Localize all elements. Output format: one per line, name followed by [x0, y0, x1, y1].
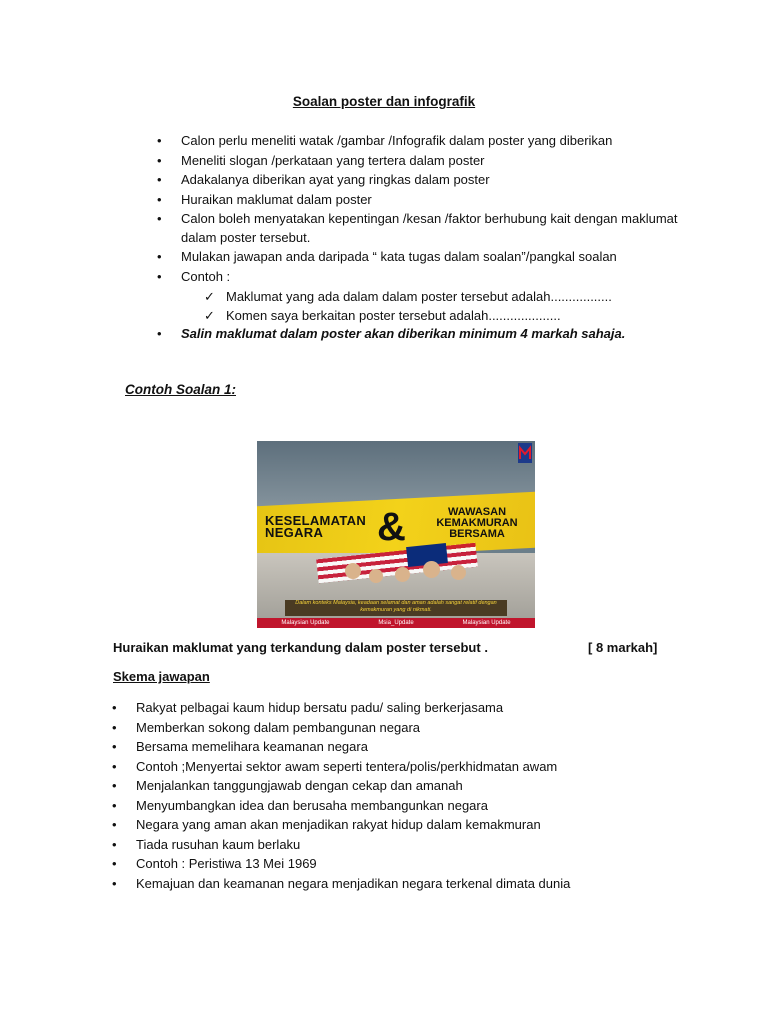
list-item: • Mulakan jawapan anda daripada “ kata tugas dalam soalan”/pangkal soalan	[157, 249, 617, 264]
list-item: • Adakalanya diberikan ayat yang ringkas dalam poster	[157, 172, 490, 187]
poster-slogan-left: KESELAMATAN NEGARA	[265, 513, 367, 540]
note-text: Salin maklumat dalam poster akan diberikan minimum 4 markah sahaja.	[181, 326, 626, 341]
list-item: • Negara yang aman akan menjadikan rakyat hidup dalam kemakmuran	[112, 817, 541, 832]
example-list	[204, 287, 666, 325]
poster-image	[257, 441, 535, 628]
list-item: ✓ Maklumat yang ada dalam dalam poster tersebut adalah.................	[204, 289, 612, 304]
question-marks: [ 8 markah]	[588, 640, 658, 655]
list-item: • Contoh :	[157, 268, 231, 284]
list-item: • Tiada rusuhan kaum berlaku	[112, 836, 301, 852]
list-item: • Kemajuan dan keamanan negara menjadikan negara terkenal dimata dunia	[112, 875, 571, 891]
logo-icon	[518, 443, 532, 463]
page-title: Soalan poster dan infografik	[292, 94, 476, 109]
answer-heading: Skema jawapan	[113, 669, 210, 684]
poster-caption: Dalam konteks Malaysia, keadaan selamat dan aman adalah sangat relatif dengan kemakmuran yang di nikmati.	[285, 600, 507, 616]
list-item: ✓ Komen saya berkaitan poster tersebut adalah....................	[204, 308, 561, 323]
list-item: • Memberkan sokong dalam pembangunan negara	[112, 719, 421, 735]
poster-slogan-right: WAWASAN KEMAKMURAN BERSAMA	[436, 506, 518, 540]
list-item: • Rakyat pelbagai kaum hidup bersatu padu/ saling berkerjasama	[112, 700, 504, 715]
poster-ampersand: &	[377, 505, 406, 549]
check-icon: ✓	[204, 308, 215, 323]
list-item: • Meneliti slogan /perkataan yang tertera dalam poster	[157, 152, 485, 168]
list-item: • Calon boleh menyatakan kepentingan /kesan /faktor berhubung kait dengan maklumat dalam poster tersebut.	[157, 211, 678, 245]
list-item: • Menjalankan tanggungjawab dengan cekap dan amanah	[112, 778, 463, 793]
poster-footer: Malaysian Update Msia_Update Malaysian Update	[257, 618, 535, 628]
list-item: • Bersama memelihara keamanan negara	[112, 739, 368, 754]
example-heading: Contoh Soalan 1:	[125, 382, 236, 397]
list-item: • Salin maklumat dalam poster akan diberikan minimum 4 markah sahaja.	[157, 326, 626, 341]
list-item: • Menyumbangkan idea dan berusaha membangunkan negara	[112, 797, 488, 813]
question-text: Huraikan maklumat yang terkandung dalam poster tersebut .	[113, 640, 488, 655]
note-list	[157, 324, 701, 344]
list-item: • Contoh ;Menyertai sektor awam seperti tentera/polis/perkhidmatan awam	[112, 758, 558, 774]
list-item: • Huraikan maklumat dalam poster	[157, 191, 372, 207]
list-item: • Calon perlu meneliti watak /gambar /Infografik dalam poster yang diberikan	[157, 133, 613, 148]
list-item: • Contoh : Peristiwa 13 Mei 1969	[112, 856, 317, 871]
check-icon: ✓	[204, 289, 215, 304]
instruction-list	[157, 131, 701, 286]
answer-list	[112, 698, 656, 893]
